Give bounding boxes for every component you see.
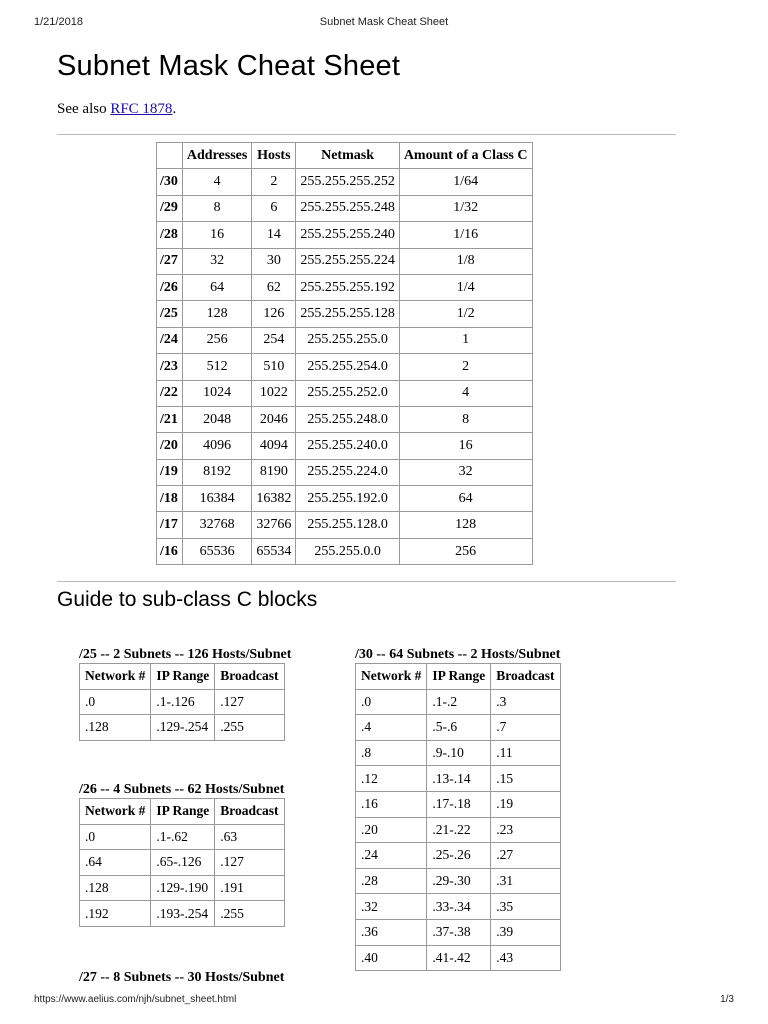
table-cell: .255 bbox=[215, 715, 284, 741]
table-row bbox=[157, 354, 533, 380]
table-row bbox=[356, 919, 561, 945]
table-cell: .191 bbox=[215, 875, 284, 901]
table-cell: 255.255.255.224 bbox=[296, 248, 400, 274]
table-cell: .25-.26 bbox=[427, 843, 491, 869]
table-cell: 255.255.255.252 bbox=[296, 169, 400, 195]
table-cell: .192 bbox=[80, 901, 151, 927]
table-cell: .129-.190 bbox=[151, 875, 215, 901]
table-cell: 4096 bbox=[182, 433, 251, 459]
column-header: IP Range bbox=[427, 664, 491, 690]
table-cell: 255.255.255.240 bbox=[296, 222, 400, 248]
table-cell: .43 bbox=[491, 945, 560, 971]
table-cell: 32 bbox=[399, 459, 532, 485]
prefix-cell: /17 bbox=[157, 512, 183, 538]
table-cell: .128 bbox=[80, 715, 151, 741]
table-cell: .65-.126 bbox=[151, 850, 215, 876]
table-cell: 2048 bbox=[182, 406, 251, 432]
table-row bbox=[356, 945, 561, 971]
guide-heading: Guide to sub-class C blocks bbox=[57, 588, 318, 611]
prefix-cell: /30 bbox=[157, 169, 183, 195]
table-cell: 1/2 bbox=[399, 301, 532, 327]
table-row bbox=[356, 689, 561, 715]
table-row bbox=[356, 715, 561, 741]
table-row bbox=[157, 433, 533, 459]
table-row bbox=[80, 875, 285, 901]
table-cell: .0 bbox=[80, 689, 151, 715]
table-cell: 16384 bbox=[182, 486, 251, 512]
table-row bbox=[356, 766, 561, 792]
table-cell: .129-.254 bbox=[151, 715, 215, 741]
table-cell: 32768 bbox=[182, 512, 251, 538]
table-cell: 256 bbox=[182, 327, 251, 353]
table-cell: .128 bbox=[80, 875, 151, 901]
table-cell: 510 bbox=[252, 354, 296, 380]
table-row bbox=[356, 843, 561, 869]
table-cell: .1-.126 bbox=[151, 689, 215, 715]
table-cell: 128 bbox=[399, 512, 532, 538]
table-cell: 255.255.255.0 bbox=[296, 327, 400, 353]
subnet-26-title: /26 -- 4 Subnets -- 62 Hosts/Subnet bbox=[79, 782, 285, 797]
table-row bbox=[80, 689, 285, 715]
table-cell: 1 bbox=[399, 327, 532, 353]
see-also-suffix: . bbox=[172, 101, 177, 117]
subnet-26-table bbox=[79, 798, 285, 927]
table-row bbox=[157, 486, 533, 512]
table-cell: .40 bbox=[356, 945, 427, 971]
table-row bbox=[157, 406, 533, 432]
prefix-cell: /20 bbox=[157, 433, 183, 459]
table-cell: 1/64 bbox=[399, 169, 532, 195]
table-cell: .17-.18 bbox=[427, 791, 491, 817]
table-cell: .193-.254 bbox=[151, 901, 215, 927]
table-row bbox=[157, 459, 533, 485]
table-header-row bbox=[80, 664, 285, 690]
table-cell: .13-.14 bbox=[427, 766, 491, 792]
subnet-mask-table bbox=[156, 142, 533, 565]
print-date: 1/21/2018 bbox=[34, 16, 83, 28]
prefix-cell: /27 bbox=[157, 248, 183, 274]
table-cell: 1/4 bbox=[399, 274, 532, 300]
prefix-cell: /16 bbox=[157, 538, 183, 564]
table-cell: 30 bbox=[252, 248, 296, 274]
table-cell: .0 bbox=[80, 824, 151, 850]
table-cell: 254 bbox=[252, 327, 296, 353]
print-footer-url: https://www.aelius.com/njh/subnet_sheet.html bbox=[34, 994, 237, 1005]
column-header: Network # bbox=[80, 799, 151, 825]
table-cell: 32 bbox=[182, 248, 251, 274]
table-cell: .37-.38 bbox=[427, 919, 491, 945]
page-title: Subnet Mask Cheat Sheet bbox=[57, 50, 401, 82]
see-also-prefix: See also bbox=[57, 101, 111, 117]
table-cell: 255.255.255.248 bbox=[296, 195, 400, 221]
table-row bbox=[356, 817, 561, 843]
subnet-30-title: /30 -- 64 Subnets -- 2 Hosts/Subnet bbox=[355, 647, 561, 662]
rfc-1878-link[interactable]: RFC 1878 bbox=[110, 101, 173, 117]
table-cell: 8 bbox=[399, 406, 532, 432]
table-cell: .16 bbox=[356, 791, 427, 817]
table-cell: .9-.10 bbox=[427, 740, 491, 766]
table-cell: 8 bbox=[182, 195, 251, 221]
table-cell: .5-.6 bbox=[427, 715, 491, 741]
table-cell: .20 bbox=[356, 817, 427, 843]
table-cell: 1/8 bbox=[399, 248, 532, 274]
table-cell: .8 bbox=[356, 740, 427, 766]
table-cell: 14 bbox=[252, 222, 296, 248]
table-cell: .0 bbox=[356, 689, 427, 715]
table-cell: 64 bbox=[182, 274, 251, 300]
subnet-30-table bbox=[355, 663, 561, 971]
table-cell: .11 bbox=[491, 740, 560, 766]
table-cell: 64 bbox=[399, 486, 532, 512]
table-row bbox=[157, 169, 533, 195]
table-cell: .29-.30 bbox=[427, 868, 491, 894]
column-header: Amount of a Class C bbox=[399, 143, 532, 169]
table-cell: 4 bbox=[399, 380, 532, 406]
table-cell: 255.255.248.0 bbox=[296, 406, 400, 432]
prefix-cell: /24 bbox=[157, 327, 183, 353]
table-cell: 255.255.0.0 bbox=[296, 538, 400, 564]
table-cell: 1/16 bbox=[399, 222, 532, 248]
table-cell: .23 bbox=[491, 817, 560, 843]
table-row bbox=[80, 850, 285, 876]
table-cell: 256 bbox=[399, 538, 532, 564]
table-cell: 255.255.255.192 bbox=[296, 274, 400, 300]
table-row bbox=[80, 824, 285, 850]
table-cell: 255.255.128.0 bbox=[296, 512, 400, 538]
table-cell: 32766 bbox=[252, 512, 296, 538]
table-header-row bbox=[356, 664, 561, 690]
subnet-27-title: /27 -- 8 Subnets -- 30 Hosts/Subnet bbox=[79, 970, 285, 985]
table-cell: 4 bbox=[182, 169, 251, 195]
table-cell: 128 bbox=[182, 301, 251, 327]
table-cell: 16382 bbox=[252, 486, 296, 512]
column-header: IP Range bbox=[151, 799, 215, 825]
column-header: Broadcast bbox=[215, 664, 284, 690]
table-row bbox=[157, 301, 533, 327]
table-cell: .64 bbox=[80, 850, 151, 876]
divider-top bbox=[57, 134, 676, 135]
table-cell: .1-.2 bbox=[427, 689, 491, 715]
table-row bbox=[356, 868, 561, 894]
table-cell: 2046 bbox=[252, 406, 296, 432]
table-row bbox=[157, 380, 533, 406]
table-header-row bbox=[80, 799, 285, 825]
table-cell: 65534 bbox=[252, 538, 296, 564]
table-cell: .41-.42 bbox=[427, 945, 491, 971]
column-header: IP Range bbox=[151, 664, 215, 690]
table-cell: 4094 bbox=[252, 433, 296, 459]
table-cell: 1024 bbox=[182, 380, 251, 406]
table-cell: 16 bbox=[399, 433, 532, 459]
table-row bbox=[157, 274, 533, 300]
table-row bbox=[356, 740, 561, 766]
table-cell: 6 bbox=[252, 195, 296, 221]
column-header: Broadcast bbox=[491, 664, 560, 690]
prefix-cell: /28 bbox=[157, 222, 183, 248]
table-cell: 8192 bbox=[182, 459, 251, 485]
prefix-cell: /26 bbox=[157, 274, 183, 300]
table-row bbox=[356, 791, 561, 817]
table-row bbox=[157, 222, 533, 248]
table-row bbox=[80, 901, 285, 927]
column-header bbox=[157, 143, 183, 169]
subnet-25-table bbox=[79, 663, 285, 741]
print-page-number: 1/3 bbox=[720, 994, 734, 1005]
table-cell: .15 bbox=[491, 766, 560, 792]
table-cell: .19 bbox=[491, 791, 560, 817]
table-cell: .28 bbox=[356, 868, 427, 894]
table-cell: 62 bbox=[252, 274, 296, 300]
table-cell: .7 bbox=[491, 715, 560, 741]
table-cell: 2 bbox=[252, 169, 296, 195]
see-also-line bbox=[57, 101, 176, 118]
table-cell: 1022 bbox=[252, 380, 296, 406]
print-header-title: Subnet Mask Cheat Sheet bbox=[319, 16, 449, 28]
table-cell: .12 bbox=[356, 766, 427, 792]
prefix-cell: /18 bbox=[157, 486, 183, 512]
table-row bbox=[80, 715, 285, 741]
table-cell: .127 bbox=[215, 850, 284, 876]
table-cell: .31 bbox=[491, 868, 560, 894]
table-cell: .63 bbox=[215, 824, 284, 850]
divider-middle bbox=[57, 581, 676, 582]
table-cell: .32 bbox=[356, 894, 427, 920]
table-cell: .33-.34 bbox=[427, 894, 491, 920]
prefix-cell: /23 bbox=[157, 354, 183, 380]
table-cell: .27 bbox=[491, 843, 560, 869]
table-cell: .4 bbox=[356, 715, 427, 741]
column-header: Network # bbox=[80, 664, 151, 690]
subnet-25-title: /25 -- 2 Subnets -- 126 Hosts/Subnet bbox=[79, 647, 292, 662]
table-cell: 255.255.192.0 bbox=[296, 486, 400, 512]
table-cell: 255.255.254.0 bbox=[296, 354, 400, 380]
table-cell: .24 bbox=[356, 843, 427, 869]
table-cell: 255.255.252.0 bbox=[296, 380, 400, 406]
table-header-row bbox=[157, 143, 533, 169]
column-header: Hosts bbox=[252, 143, 296, 169]
prefix-cell: /21 bbox=[157, 406, 183, 432]
table-cell: .39 bbox=[491, 919, 560, 945]
table-cell: 255.255.240.0 bbox=[296, 433, 400, 459]
table-cell: .21-.22 bbox=[427, 817, 491, 843]
prefix-cell: /29 bbox=[157, 195, 183, 221]
prefix-cell: /25 bbox=[157, 301, 183, 327]
table-row bbox=[157, 248, 533, 274]
table-cell: .127 bbox=[215, 689, 284, 715]
table-cell: 255.255.255.128 bbox=[296, 301, 400, 327]
column-header: Broadcast bbox=[215, 799, 284, 825]
table-cell: .3 bbox=[491, 689, 560, 715]
table-cell: 16 bbox=[182, 222, 251, 248]
table-cell: 2 bbox=[399, 354, 532, 380]
table-row bbox=[157, 538, 533, 564]
table-row bbox=[356, 894, 561, 920]
table-cell: .1-.62 bbox=[151, 824, 215, 850]
prefix-cell: /19 bbox=[157, 459, 183, 485]
column-header: Netmask bbox=[296, 143, 400, 169]
prefix-cell: /22 bbox=[157, 380, 183, 406]
table-cell: .35 bbox=[491, 894, 560, 920]
column-header: Network # bbox=[356, 664, 427, 690]
table-row bbox=[157, 195, 533, 221]
table-cell: 8190 bbox=[252, 459, 296, 485]
table-cell: 1/32 bbox=[399, 195, 532, 221]
table-row bbox=[157, 327, 533, 353]
table-cell: 512 bbox=[182, 354, 251, 380]
table-cell: .255 bbox=[215, 901, 284, 927]
table-cell: .36 bbox=[356, 919, 427, 945]
table-row bbox=[157, 512, 533, 538]
table-cell: 65536 bbox=[182, 538, 251, 564]
table-cell: 255.255.224.0 bbox=[296, 459, 400, 485]
column-header: Addresses bbox=[182, 143, 251, 169]
table-cell: 126 bbox=[252, 301, 296, 327]
